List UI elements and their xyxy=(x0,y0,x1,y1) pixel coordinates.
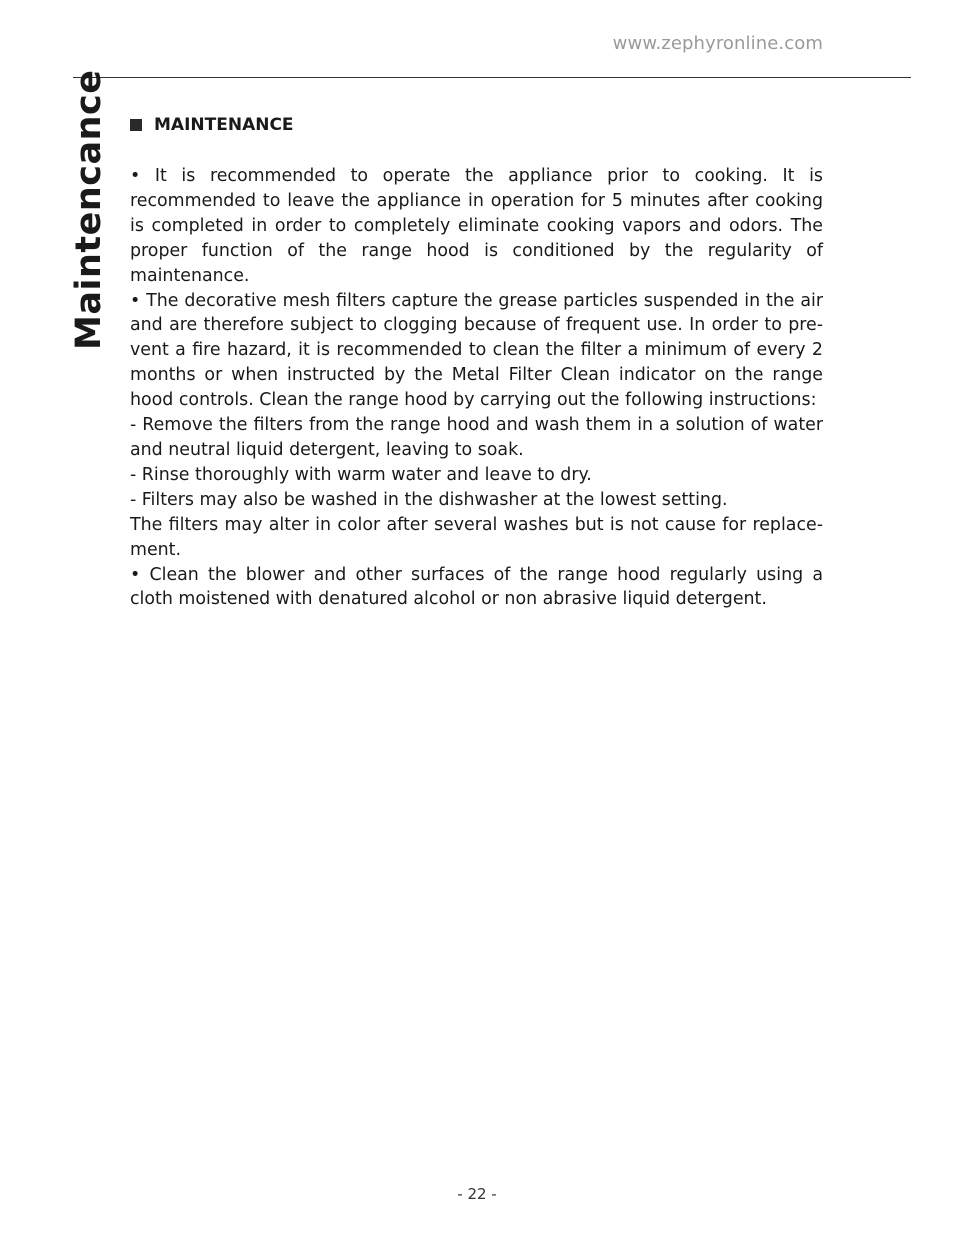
square-bullet-icon xyxy=(130,119,142,131)
paragraph-mesh-filters: • The decorative mesh filters capture the grease particles suspended in the air and are therefore subject to clogging because of frequent use. In order to pre-vent a fire hazard, it is recommended to clean the filter a minimum of every 2 months or when instructed by the Metal Filter Clean indicator on the range hood controls. Clean the range hood by carrying out the following instructions: xyxy=(130,290,823,411)
paragraph-operate-prior: • It is recommended to operate the appliance prior to cooking. It is recommended to leave the appliance in operation for 5 minutes after cooking is completed in order to completely eliminate cooking vapors and odors. The proper function of the range hood is conditioned by the regularity of maintenance. xyxy=(130,166,823,286)
paragraph-remove-filters: - Remove the filters from the range hood and wash them in a solution of water and neutral liquid detergent, leaving to soak. xyxy=(130,415,823,460)
paragraph-color-alter: The filters may alter in color after several washes but is not cause for replace-ment. xyxy=(130,514,823,560)
website-url: www.zephyronline.com xyxy=(612,33,823,54)
paragraph-rinse: - Rinse thoroughly with warm water and leave to dry. xyxy=(130,464,592,485)
paragraph-dishwasher: - Filters may also be washed in the dishwasher at the lowest setting. xyxy=(130,489,728,510)
paragraph-clean-blower: • Clean the blower and other surfaces of the range hood regularly using a cloth moistened with denatured alcohol or non abrasive liquid detergent. xyxy=(130,564,823,610)
maintenance-body xyxy=(130,164,823,612)
section-heading xyxy=(130,115,294,135)
section-heading-text: MAINTENANCE xyxy=(154,115,294,135)
header-divider xyxy=(73,77,911,78)
side-section-title: Maintencance xyxy=(69,69,109,350)
page-number: - 22 - xyxy=(457,1185,497,1203)
